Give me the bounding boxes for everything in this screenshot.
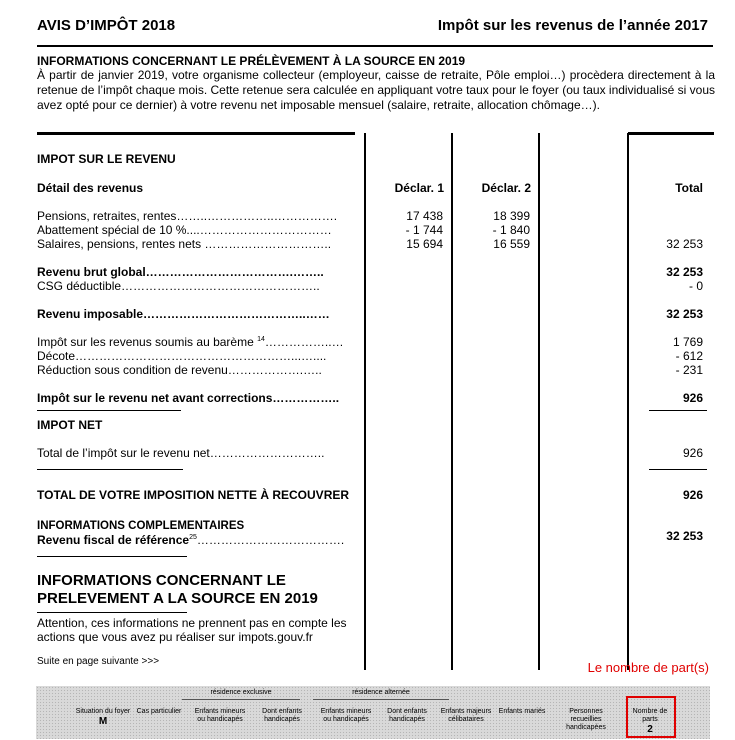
cell-value: 2 [647,724,653,735]
row-impot-avant-total: 926 [682,391,703,405]
cell-label: Dont enfants handicapés [387,708,427,723]
pas-info-line: retenue de l’impôt chaque mois. Cette retenue sera calculée en appliquant votre taux pour le foyer (ou taux individualisé si vous [37,83,715,97]
row-salaires-label: Salaires, pensions, rentes nets ………………………….. [37,237,332,251]
row-decote-label: Décote………………………………………………...….... [37,349,327,363]
row-rfr-label [37,533,344,547]
cell-enfants-alt [316,708,376,726]
pas-section-title-line1: INFORMATIONS CONCERNANT LE [37,572,286,589]
column-divider [627,133,629,670]
row-abattement-d1: - 1 744 [405,223,443,237]
cell-label: Cas particulier [136,708,182,715]
row-pensions-d2: 18 399 [493,209,530,223]
notice-title: AVIS D’IMPÔT 2018 [37,17,176,34]
dot-leader: ………………………………. [196,533,345,547]
row-pensions-d1: 17 438 [406,209,443,223]
group-residence-alternee: résidence alternée [352,689,410,696]
cell-label: Enfants mineurs ou handicapés [194,708,246,723]
row-reduction-total: - 231 [675,363,703,377]
row-csg-label: CSG déductible………………………………………….. [37,279,320,293]
col-declarant-2: Déclar. 2 [481,181,531,195]
impot-net-title: IMPOT NET [37,418,103,432]
cell-label: Enfants majeurs célibataires [440,708,492,723]
column-divider [451,133,453,670]
row-revenu-imposable-total: 32 253 [666,307,703,321]
table-top-rule-right [628,132,714,135]
impot-bareme-text: Impôt sur les revenus soumis au barème [37,335,254,349]
column-divider [538,133,540,670]
foyer-band [36,686,710,739]
cell-enfants-majeurs [436,708,496,726]
pas-info-title: INFORMATIONS CONCERNANT LE PRÉLÈVEMENT À LA SOURCE EN 2019 [37,54,466,68]
row-impot-bareme-label [37,335,344,349]
dot-leader: ……………..… [264,335,344,349]
cell-handicapes-excl [256,708,308,726]
row-reduction-label: Réduction sous condition de revenu……………….….. [37,363,322,377]
row-total-net-total: 926 [682,446,703,460]
separator [37,556,187,557]
separator [37,410,181,411]
pas-info-line: avez opté pour ce dernier) à votre revenu net imposable mensuel (salaire, retraite, allocation chômage…). [37,98,600,112]
row-impot-bareme-total: 1 769 [672,335,703,349]
footnote-ref: 14 [257,336,265,343]
parts-highlight-box [626,696,676,738]
cell-enfants-maries [496,708,548,718]
revenue-year-title: Impôt sur les revenus de l’année 2017 [437,17,708,34]
row-abattement-label: Abattement spécial de 10 %....…………………………… [37,223,332,237]
row-revenu-brut-total: 32 253 [666,265,703,279]
row-abattement-d2: - 1 840 [492,223,530,237]
group-residence-exclusive: résidence exclusive [210,689,272,696]
cell-situation [74,708,132,726]
pas-section-title-line2: PRELEVEMENT A LA SOURCE EN 2019 [37,590,318,607]
row-total-imposition-label: TOTAL DE VOTRE IMPOSITION NETTE À RECOUVRER [37,488,350,502]
row-salaires-d2: 16 559 [493,237,530,251]
cell-personnes-recueillies [554,708,618,734]
row-rfr-total: 32 253 [666,529,703,543]
info-comp-title: INFORMATIONS COMPLEMENTAIRES [37,520,245,532]
row-revenu-brut-label: Revenu brut global……………………………….…….. [37,265,324,279]
row-csg-total: - 0 [688,279,703,293]
cell-label: Enfants mineurs ou handicapés [320,708,372,723]
group-line [182,699,300,700]
parts-annotation: Le nombre de part(s) [587,660,709,675]
row-impot-avant-label: Impôt sur le revenu net avant corrections…………….. [37,391,340,405]
row-total-net-label: Total de l’impôt sur le revenu net……………………….. [37,446,325,460]
cell-label: Situation du foyer [75,708,131,715]
col-declarant-1: Déclar. 1 [394,181,444,195]
group-line [313,699,449,700]
section-title: IMPOT SUR LE REVENU [37,152,176,166]
pas-info-text [37,68,715,113]
row-decote-total: - 612 [675,349,703,363]
cell-cas-particulier [136,708,182,718]
row-pensions-label: Pensions, retraites, rentes……..……………..……………. [37,209,338,223]
row-salaires-total: 32 253 [666,237,703,251]
attention-line2: actions que vous avez pu réaliser sur impots.gouv.fr [37,630,313,644]
header-rule [37,45,713,47]
attention-line1: Attention, ces informations ne prennent pas en compte les [37,616,347,630]
cell-enfants-excl [190,708,250,726]
pas-info-line: À partir de janvier 2019, votre organisme collecteur (employeur, caisse de retraite, Pôle emploi…) procèdera directement à la [37,68,715,82]
rfr-text: Revenu fiscal de référence [37,533,190,547]
cell-value: M [98,716,108,727]
separator [37,469,183,470]
detail-label: Détail des revenus [37,181,144,195]
cell-handicapes-alt [380,708,434,726]
column-divider [364,133,366,670]
separator [649,410,707,411]
table-top-rule [37,132,355,135]
col-total: Total [675,181,703,195]
row-salaires-d1: 15 694 [406,237,443,251]
row-total-imposition-total: 926 [682,488,703,502]
cell-label: Dont enfants handicapés [262,708,302,723]
row-revenu-imposable-label: Revenu imposable…………………………………..…… [37,307,330,321]
suite-link[interactable]: Suite en page suivante >>> [37,656,160,667]
cell-label: Nombre de parts [632,708,668,723]
footnote-ref: 25 [189,534,197,541]
separator [37,612,187,613]
cell-label: Personnes recueillies handicapées [566,708,606,731]
cell-label: Enfants mariés [498,708,546,715]
separator [649,469,707,470]
